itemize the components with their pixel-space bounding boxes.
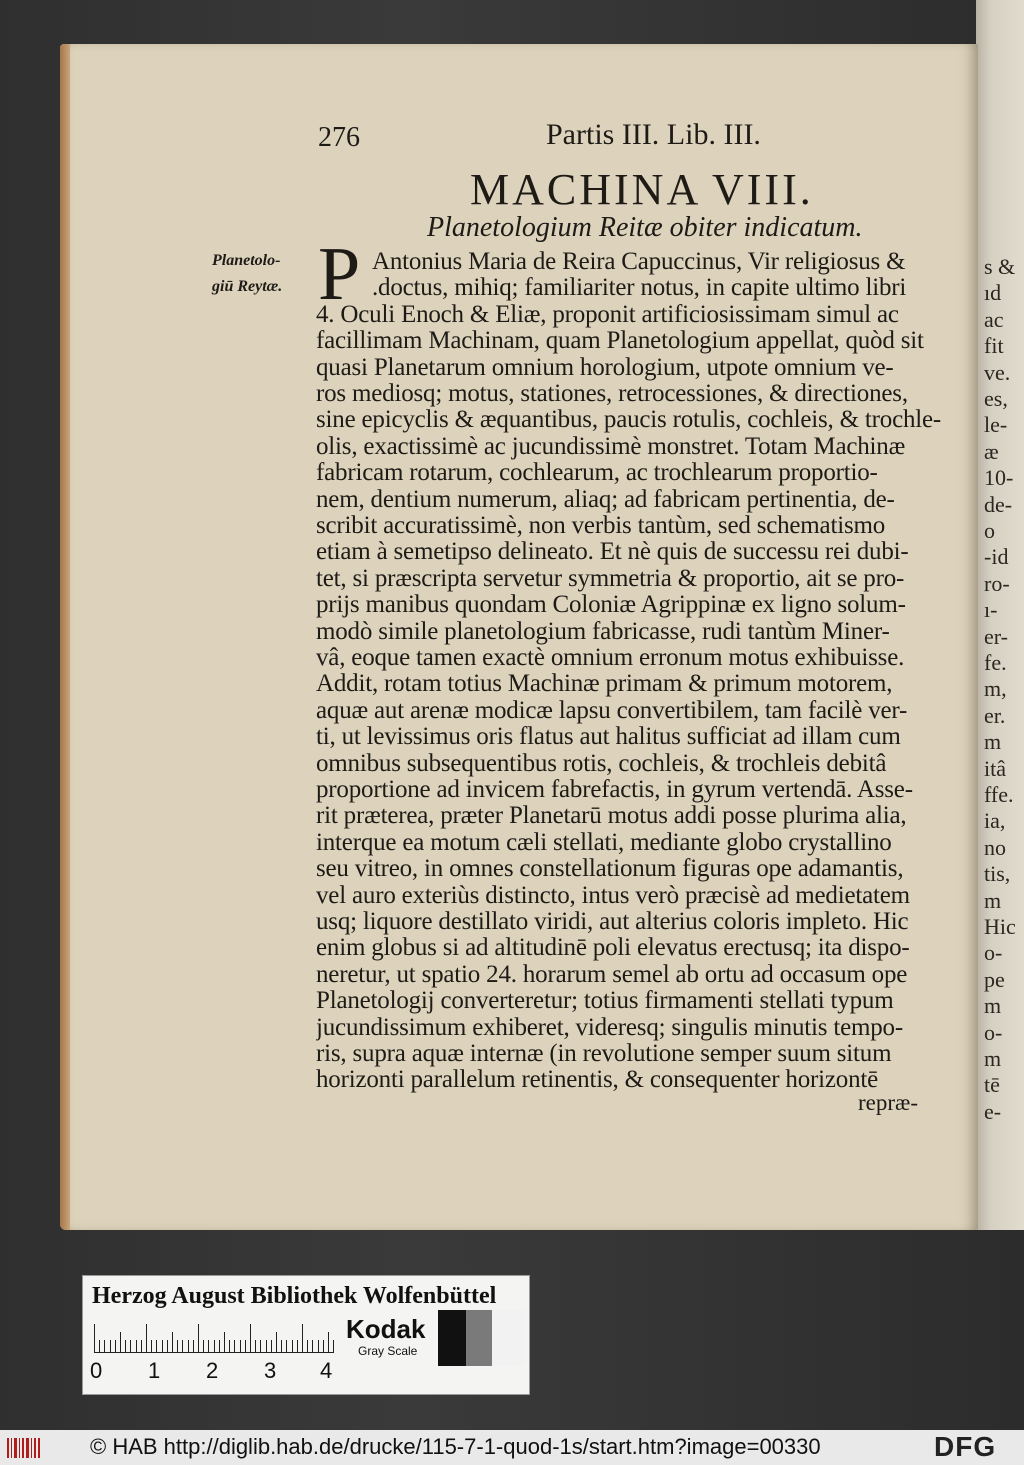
ruler-tick bbox=[297, 1340, 298, 1352]
ruler-tick bbox=[323, 1340, 324, 1352]
text-line: enim globus si ad altitudinē poli elevatus erectusq; ita dispo- bbox=[316, 934, 910, 962]
text-line: 4. Oculi Enoch & Eliæ, proponit artificiosissimam simul ac bbox=[316, 300, 899, 328]
ruler-tick bbox=[229, 1340, 230, 1352]
ruler-tick bbox=[172, 1332, 173, 1352]
text-line: ti, ut levissimus oris flatus aut halitus sufficiat ad illam cum bbox=[316, 723, 901, 751]
adjacent-page-text: ve. bbox=[984, 359, 1011, 385]
dfg-logo: DFG bbox=[934, 1431, 997, 1462]
adjacent-page-text: o- bbox=[984, 1019, 1003, 1045]
text-line: fabricam rotarum, cochlearum, ac trochlearum proportio- bbox=[316, 459, 878, 487]
ruler-tick bbox=[328, 1332, 329, 1352]
ruler-tick bbox=[281, 1340, 282, 1352]
adjacent-page-text: o- bbox=[984, 940, 1003, 966]
text-line: rit præterea, præter Planetarū motus addi posse plurima alia, bbox=[316, 802, 907, 830]
ruler bbox=[94, 1322, 334, 1353]
adjacent-page-text: er. bbox=[984, 702, 1006, 728]
ruler-tick bbox=[125, 1340, 126, 1352]
ruler-tick bbox=[302, 1324, 303, 1352]
ruler-tick bbox=[182, 1340, 183, 1352]
ruler-tick bbox=[240, 1340, 241, 1352]
text-line: omnibus subsequentibus rotis, cochleis, & trochleis debitâ bbox=[316, 749, 887, 777]
adjacent-page-text: æ bbox=[984, 438, 999, 464]
adjacent-page-text: itâ bbox=[984, 755, 1006, 781]
ruler-tick bbox=[276, 1332, 277, 1352]
ruler-tick bbox=[245, 1340, 246, 1352]
adjacent-page-text: 10- bbox=[984, 465, 1014, 491]
ruler-tick bbox=[203, 1340, 204, 1352]
ruler-tick bbox=[167, 1340, 168, 1352]
text-line: aquæ aut arenæ modicæ lapsu convertibilem, tam facilè ver- bbox=[316, 696, 908, 724]
ruler-tick bbox=[234, 1340, 235, 1352]
barcode-icon bbox=[6, 1436, 42, 1460]
text-line: .doctus, mihiq; familiariter notus, in capite ultimo libri bbox=[372, 274, 907, 302]
ruler-tick bbox=[120, 1332, 121, 1352]
adjacent-page-text: m bbox=[984, 1046, 1002, 1071]
ruler-tick bbox=[208, 1340, 209, 1352]
chapter-title: MACHINA VIII. bbox=[470, 165, 814, 214]
ruler-tick bbox=[198, 1324, 199, 1352]
text-line: Addit, rotam totius Machinæ primam & primum motorem, bbox=[316, 670, 893, 698]
ruler-tick bbox=[188, 1340, 189, 1352]
ruler-tick bbox=[260, 1340, 261, 1352]
text-line: vel auro exteriùs distincto, intus verò præcisè ad medietatem bbox=[316, 881, 910, 909]
text-line: tet, si præscripta servetur symmetria & proportio, ait se pro- bbox=[316, 564, 905, 592]
gray-swatch-mid bbox=[466, 1310, 492, 1366]
adjacent-page-text: o bbox=[984, 518, 995, 543]
adjacent-page-text: -id bbox=[984, 544, 1009, 570]
ruler-tick bbox=[94, 1324, 95, 1352]
text-line: quasi Planetarum omnium horologium, utpote omnium ve- bbox=[316, 353, 894, 381]
text-line: ris, supra aquæ internæ (in revolutione semper suum situm bbox=[316, 1040, 892, 1067]
marginal-note-line: giū Reytæ. bbox=[212, 278, 283, 295]
ruler-tick bbox=[307, 1340, 308, 1352]
ruler-tick bbox=[271, 1340, 272, 1352]
ruler-tick bbox=[115, 1340, 116, 1352]
adjacent-page-text: fit bbox=[984, 333, 1004, 359]
text-line: Antonius Maria de Reira Capuccinus, Vir religiosus & bbox=[372, 248, 906, 275]
adjacent-page-text: ffe. bbox=[984, 782, 1014, 807]
ruler-tick bbox=[318, 1340, 319, 1352]
ruler-tick bbox=[292, 1340, 293, 1352]
adjacent-page-text: ıd bbox=[984, 280, 1002, 306]
text-line: horizonti parallelum retinentis, & consequenter horizontē bbox=[316, 1066, 879, 1094]
text-line: vâ, eoque tamen exactè omnium erronum motus exhibuisse. bbox=[316, 644, 905, 671]
ruler-number: 3 bbox=[264, 1358, 277, 1383]
ruler-tick bbox=[255, 1340, 256, 1352]
page-edge bbox=[60, 44, 70, 1230]
adjacent-page-text: tē bbox=[984, 1072, 1000, 1098]
text-line: prijs manibus quondam Coloniæ Agrippinæ ex ligno solum- bbox=[316, 591, 906, 619]
ruler-number: 1 bbox=[148, 1358, 161, 1383]
text-line: neretur, ut spatio 24. horarum semel ab ortu ad occasum ope bbox=[316, 960, 908, 988]
marginal-note-line: Planetolo- bbox=[212, 252, 281, 269]
adjacent-page-text: es, bbox=[984, 386, 1008, 411]
text-line: olis, exactissimè ac jucundissimè monstret. Totam Machinæ bbox=[316, 432, 906, 460]
ruler-tick bbox=[156, 1340, 157, 1352]
ruler-tick bbox=[99, 1340, 100, 1352]
copyright-url[interactable]: © HAB http://diglib.hab.de/drucke/115-7-1-quod-1s/start.htm?image=00330 bbox=[90, 1434, 821, 1459]
text-line: proportione ad invicem fabrefactis, in gyrum vertendā. Asse- bbox=[316, 776, 913, 803]
adjacent-page-text: m bbox=[984, 729, 1002, 755]
adjacent-page-text: e- bbox=[984, 1098, 1002, 1124]
ruler-tick bbox=[224, 1332, 225, 1352]
ruler-tick bbox=[162, 1340, 163, 1352]
catchword: repræ- bbox=[858, 1090, 919, 1115]
ruler-tick bbox=[219, 1340, 220, 1352]
adjacent-page-text: m, bbox=[984, 676, 1007, 702]
text-line: etiam à semetipso delineato. Et nè quis de successu rei dubi- bbox=[316, 538, 909, 566]
ruler-tick bbox=[146, 1324, 147, 1352]
adjacent-page-text: no bbox=[984, 834, 1006, 860]
text-line: seu vitreo, in omnes constellationum figuras ope adamantis, bbox=[316, 855, 904, 883]
text-line: scribit accuratissimè, non verbis tantùm, sed schematismo bbox=[316, 512, 886, 539]
adjacent-page-text: de- bbox=[984, 491, 1013, 517]
running-head: Partis III. Lib. III. bbox=[546, 118, 761, 151]
adjacent-page-text: ı- bbox=[984, 597, 998, 623]
text-line: ros mediosq; motus, stationes, retrocessiones, & directiones, bbox=[316, 380, 908, 407]
ruler-tick bbox=[286, 1340, 287, 1352]
ruler-tick bbox=[141, 1340, 142, 1352]
chapter-subtitle: Planetologium Reitæ obiter indicatum. bbox=[427, 212, 863, 243]
text-line: nem, dentium numerum, aliaq; ad fabricam pertinentia, de- bbox=[316, 485, 895, 513]
adjacent-page-text: er- bbox=[984, 623, 1008, 649]
adjacent-page-text: Hic bbox=[984, 914, 1016, 939]
institution-label: Herzog August Bibliothek Wolfenbüttel bbox=[92, 1283, 497, 1309]
text-line: usq; liquore destillato viridi, aut alterius coloris impleto. Hic bbox=[316, 908, 909, 935]
text-line: jucundissimum exhiberet, videresq; singulis minutis tempo- bbox=[316, 1013, 903, 1041]
ruler-tick bbox=[193, 1340, 194, 1352]
adjacent-page-text: tis, bbox=[984, 861, 1011, 887]
adjacent-page-text: fe. bbox=[984, 650, 1007, 675]
kodak-logo: Kodak bbox=[346, 1314, 426, 1344]
ruler-tick bbox=[136, 1340, 137, 1352]
marginal-note bbox=[212, 248, 282, 300]
ruler-tick bbox=[250, 1324, 251, 1352]
ruler-tick bbox=[177, 1340, 178, 1352]
ruler-tick bbox=[312, 1340, 313, 1352]
text-line: modò simile planetologium fabricasse, rudi tantùm Miner- bbox=[316, 617, 890, 645]
text-line: interque ea motum cæli stellati, mediante globo crystallino bbox=[316, 828, 892, 856]
ruler-tick bbox=[110, 1340, 111, 1352]
adjacent-page-text: s & bbox=[984, 254, 1016, 279]
gray-swatch-light bbox=[492, 1310, 524, 1366]
adjacent-page-text: m bbox=[984, 887, 1002, 913]
adjacent-page-text: le- bbox=[984, 412, 1008, 438]
drop-cap: P bbox=[318, 232, 361, 316]
text-line: facillimam Machinam, quam Planetologium appellat, quòd sit bbox=[316, 327, 924, 355]
adjacent-page-text: ac bbox=[984, 306, 1004, 332]
page-number: 276 bbox=[318, 122, 360, 153]
adjacent-page-text: pe bbox=[984, 966, 1005, 992]
gray-swatch-dark bbox=[438, 1310, 466, 1366]
ruler-tick bbox=[214, 1340, 215, 1352]
ruler-number: 4 bbox=[320, 1358, 333, 1383]
ruler-tick bbox=[333, 1340, 334, 1352]
ruler-tick bbox=[266, 1340, 267, 1352]
ruler-number: 2 bbox=[206, 1358, 219, 1383]
text-line: sine epicyclis & æquantibus, paucis rotulis, cochleis, & trochle- bbox=[316, 406, 942, 434]
adjacent-page-text: ro- bbox=[984, 570, 1010, 596]
gray-scale-label: Gray Scale bbox=[358, 1344, 418, 1358]
adjacent-page-text: m bbox=[984, 993, 1002, 1019]
adjacent-page-fragment bbox=[976, 0, 1024, 1230]
ruler-tick bbox=[104, 1340, 105, 1352]
ruler-tick bbox=[130, 1340, 131, 1352]
adjacent-page-text: ia, bbox=[984, 808, 1006, 834]
text-line: Planetologij converteretur; totius firmamenti stellati typum bbox=[316, 987, 894, 1015]
ruler-number: 0 bbox=[90, 1358, 103, 1383]
ruler-tick bbox=[151, 1340, 152, 1352]
